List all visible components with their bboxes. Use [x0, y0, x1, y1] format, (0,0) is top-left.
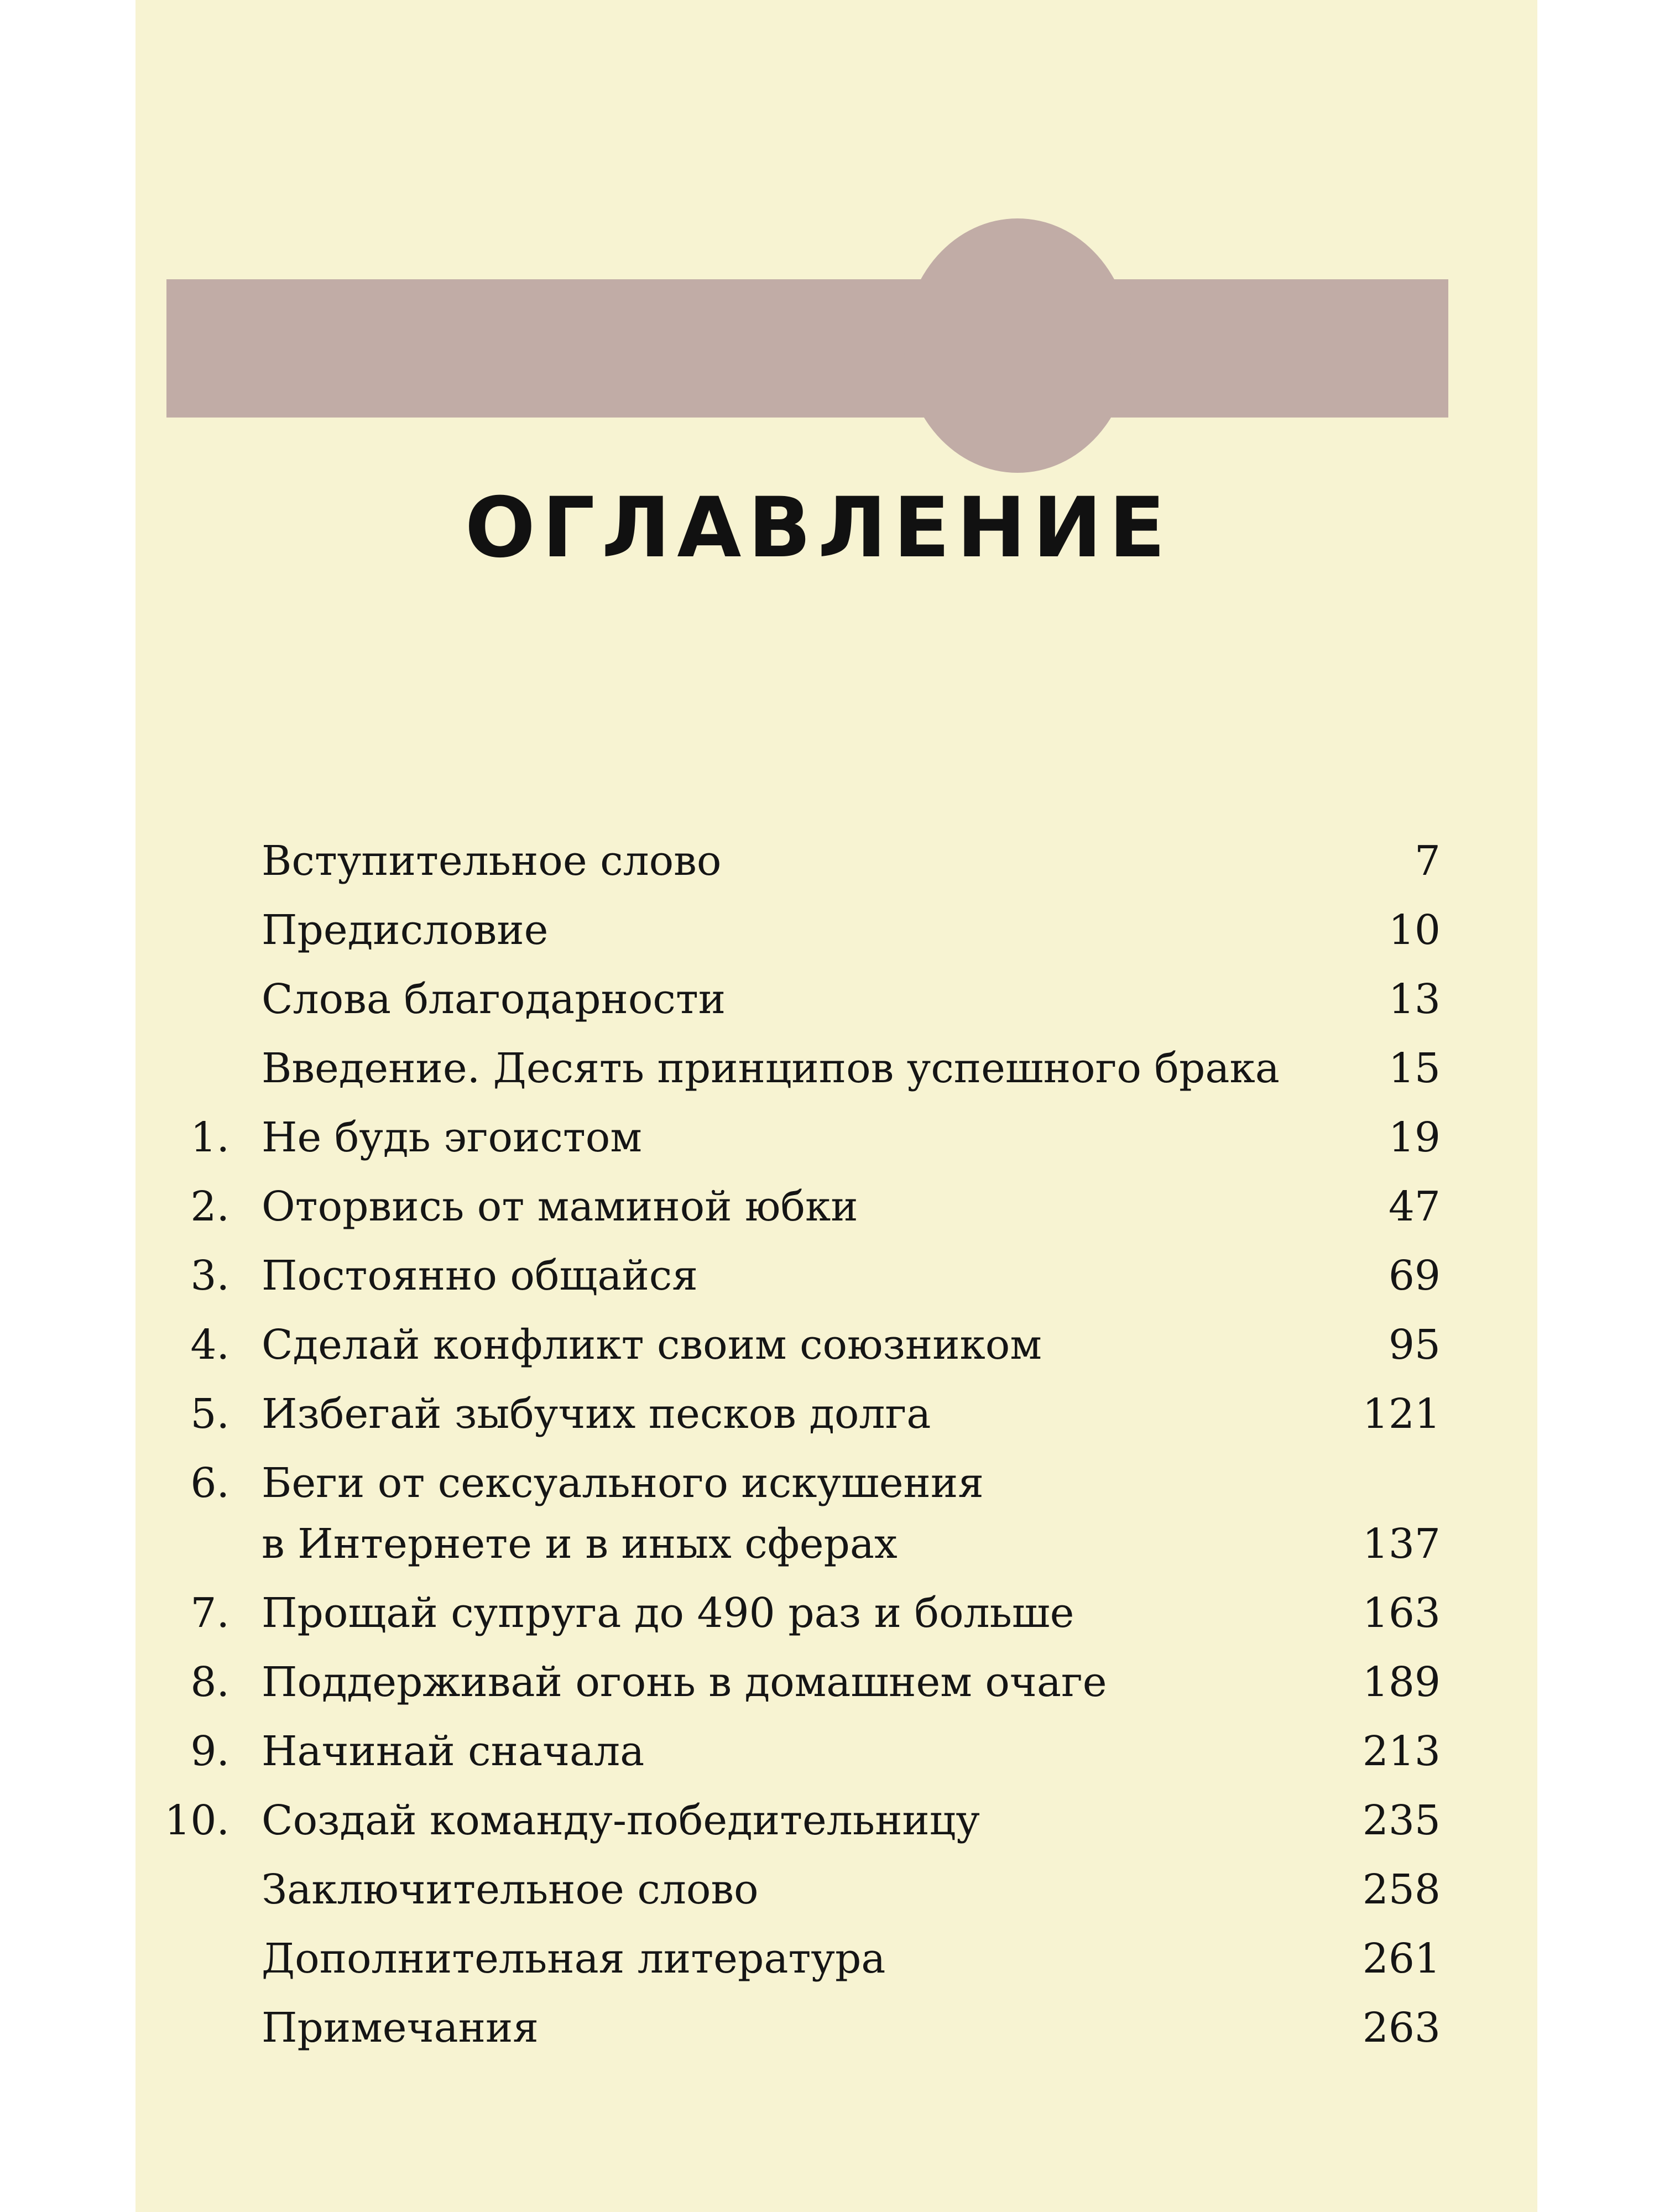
- entry-number: 2.: [190, 1183, 229, 1230]
- entry-title: Примечания: [262, 2004, 539, 2052]
- entry-page: 19: [1388, 1114, 1441, 1161]
- entry-title: Дополнительная литература: [262, 1935, 886, 1983]
- entry-number: 7.: [190, 1589, 229, 1637]
- entry-page: 258: [1362, 1866, 1441, 1913]
- entry-number: 8.: [190, 1658, 229, 1706]
- entry-page: 121: [1362, 1390, 1441, 1438]
- entry-title: Слова благодарности: [262, 975, 726, 1023]
- entry-page: 137: [1362, 1520, 1441, 1568]
- entry-page: 261: [1362, 1935, 1441, 1983]
- entry-page: 213: [1362, 1728, 1441, 1775]
- entry-page: 13: [1388, 975, 1441, 1023]
- entry-number: 6.: [190, 1459, 229, 1507]
- entry-page: 15: [1388, 1045, 1441, 1092]
- entry-title: Поддерживай огонь в домашнем очаге: [262, 1658, 1107, 1706]
- entry-title: Введение. Десять принципов успешного брака: [262, 1045, 1280, 1092]
- entry-page: 189: [1362, 1658, 1441, 1706]
- entry-title: Создай команду-победительницу: [262, 1797, 980, 1844]
- entry-title: Начинай сначала: [262, 1728, 645, 1775]
- entry-title: Избегай зыбучих песков долга: [262, 1390, 931, 1438]
- entry-number: 9.: [190, 1728, 229, 1775]
- book-page: [135, 0, 1537, 2212]
- entry-title: Постоянно общайся: [262, 1252, 698, 1300]
- entry-title: Прощай супруга до 490 раз и больше: [262, 1589, 1074, 1637]
- entry-page: 263: [1362, 2004, 1441, 2052]
- entry-page: 163: [1362, 1589, 1441, 1637]
- entry-number: 10.: [164, 1797, 229, 1844]
- entry-number: 1.: [190, 1114, 229, 1161]
- page-title: ОГЛАВЛЕНИЕ: [465, 480, 1172, 576]
- table-of-contents: [135, 0, 1537, 2212]
- entry-title: Предисловие: [262, 906, 549, 954]
- entry-title: Заключительное слово: [262, 1866, 759, 1913]
- entry-page: 7: [1414, 837, 1441, 885]
- entry-page: 95: [1388, 1321, 1441, 1369]
- entry-page: 235: [1362, 1797, 1441, 1844]
- entry-number: 3.: [190, 1252, 229, 1300]
- entry-title: Не будь эгоистом: [262, 1114, 642, 1161]
- entry-page: 69: [1388, 1252, 1441, 1300]
- entry-page: 10: [1388, 906, 1441, 954]
- entry-title: Сделай конфликт своим союзником: [262, 1321, 1042, 1369]
- entry-number: 5.: [190, 1390, 229, 1438]
- entry-title-continuation: в Интернете и в иных сферах: [262, 1520, 898, 1568]
- entry-title: Оторвись от маминой юбки: [262, 1183, 858, 1230]
- entry-number: 4.: [190, 1321, 229, 1369]
- entry-title: Вступительное слово: [262, 837, 722, 885]
- entry-title: Беги от сексуального искушения: [262, 1459, 984, 1507]
- entry-page: 47: [1388, 1183, 1441, 1230]
